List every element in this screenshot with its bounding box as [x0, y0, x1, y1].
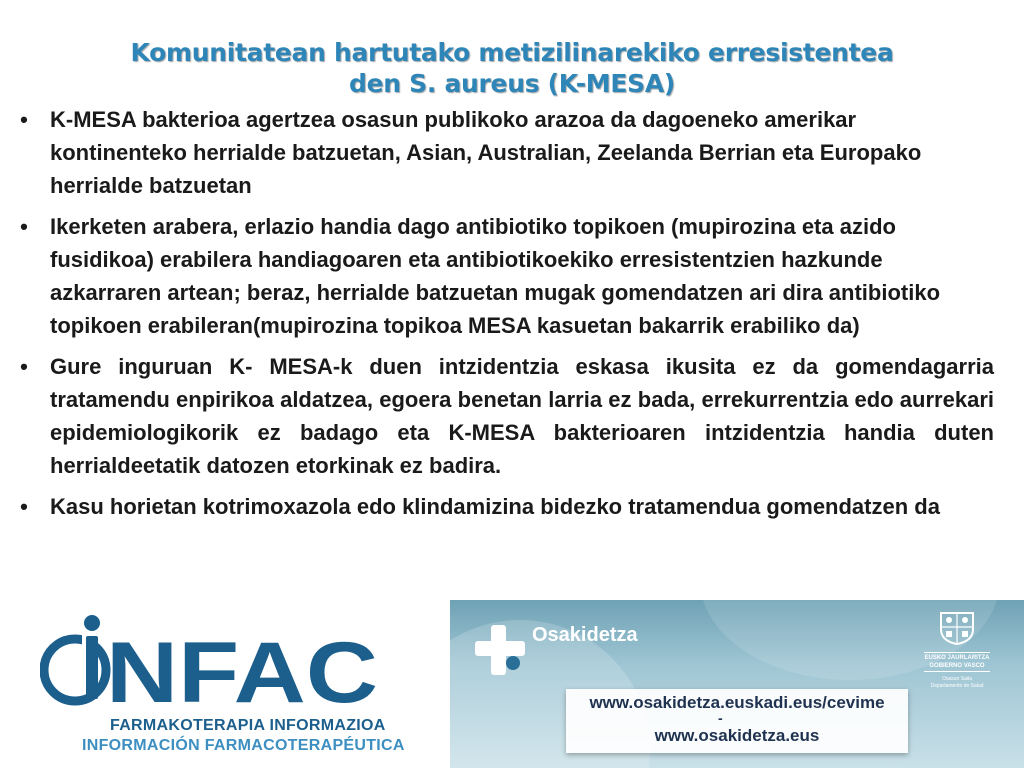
osakidetza-cevime-link[interactable]: www.osakidetza.euskadi.eus/cevime: [589, 693, 885, 712]
osakidetza-logo-icon: [473, 623, 527, 677]
government-name-eu: EUSKO JAURLARITZA: [924, 655, 990, 661]
slide-title: [60, 37, 964, 99]
osakidetza-name: Osakidetza: [532, 624, 638, 646]
department-name-eu: Osasun Saila: [942, 676, 972, 682]
bullet-item: [14, 350, 994, 482]
government-name: [924, 652, 990, 672]
url-separator: -: [718, 710, 723, 726]
infac-logo: [40, 612, 380, 722]
bullet-item: [14, 490, 994, 523]
bullet-item: [14, 210, 994, 342]
bullet-icon: •: [20, 107, 28, 132]
bullet-text: K-MESA bakterioa agertzea osasun publikoko arazoa da dagoeneko amerikar kontinenteko herrialde batzuetan, Asian, Australian, Zeelanda Berrian eta Europako herrialde batzuetan: [50, 107, 922, 198]
bullet-list: [14, 103, 994, 531]
government-name-es: GOBIERNO VASCO: [929, 663, 985, 669]
infac-logo-text: NFAC: [106, 625, 378, 721]
department-name-es: Departamento de Salud: [930, 683, 984, 689]
infac-subtitle-eu: FARMAKOTERAPIA INFORMAZIOA: [110, 717, 386, 734]
infac-subtitle-es: INFORMACIÓN FARMACOTERAPÉUTICA: [82, 737, 405, 754]
slide-title-line-1: Komunitatean hartutako metizilinarekiko erresistentea: [130, 38, 894, 67]
bullet-icon: •: [20, 494, 28, 519]
bullet-text: Kasu horietan kotrimoxazola edo klindamizina bidezko tratamendua gomendatzen da: [50, 494, 940, 519]
osakidetza-link[interactable]: www.osakidetza.eus: [654, 726, 820, 745]
bullet-icon: •: [20, 214, 28, 239]
bullet-text: Gure inguruan K- MESA-k duen intzidentzia eskasa ikusita ez da gomendagarria tratamendu enpirikoa aldatzea, egoera benetan larria ez bada, errekurrentzia edo aurrekari epidemiologikorik ez badago eta K-MESA bakterioaren intzidentzia handia duten herrialdeetatik datozen etorkinak ez badira.: [50, 354, 994, 478]
bullet-text: Ikerketen arabera, erlazio handia dago antibiotiko topikoen (mupirozina eta azido fusidikoa) erabilera handiagoaren eta antibiotikoekiko erresistentzien hazkunde azkarraren artean; beraz, herrialde batzuetan mugak gomendatzen ari dira antibiotiko topikoen erabileran(mupirozina topikoa MESA kasuetan bakarrik erabiliko da): [50, 214, 941, 338]
government-shield-icon: [937, 611, 977, 645]
basque-government-logo: [924, 611, 990, 690]
bullet-icon: •: [20, 354, 28, 379]
slide-title-line-2: den S. aureus (K-MESA): [348, 69, 676, 98]
bullet-item: [14, 103, 994, 202]
